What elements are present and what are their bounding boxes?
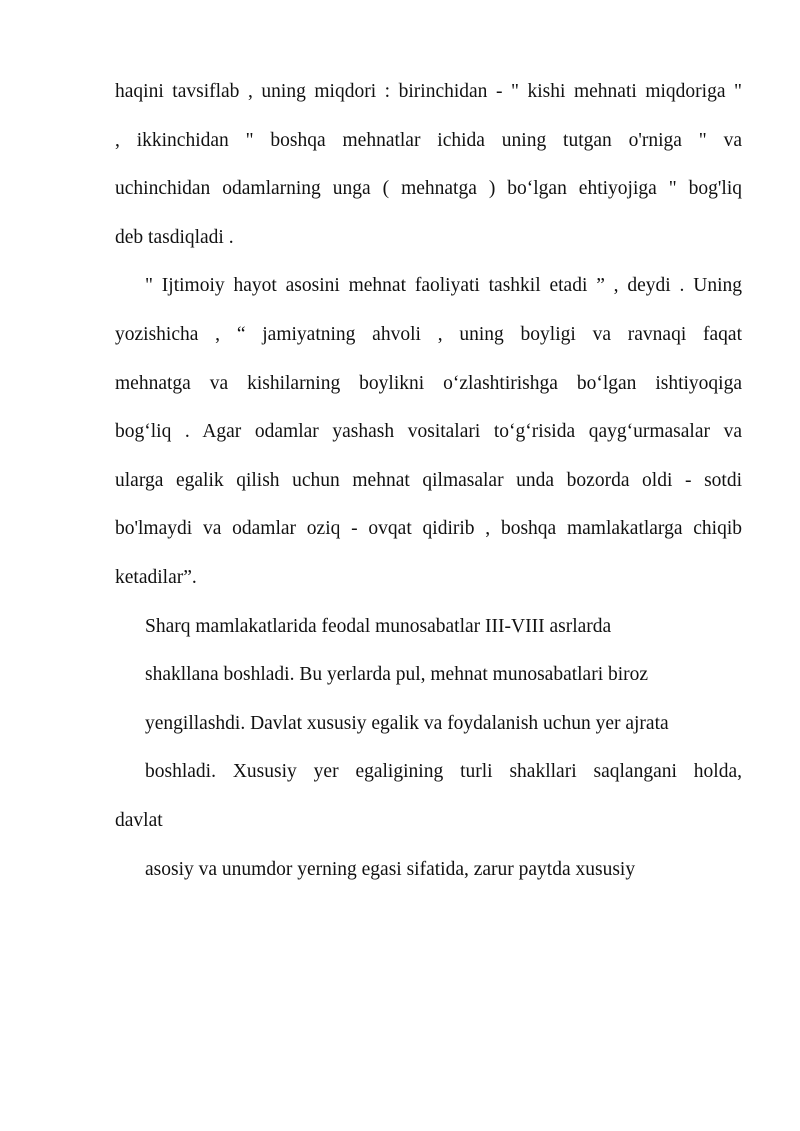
text-line: bog‘liq . Agar odamlar yashash vositalari to‘g‘risida qayg‘urmasalar va (115, 421, 742, 443)
paragraph-1 (115, 68, 742, 262)
text-line: mehnatga va kishilarning boylikni o‘zlashtirishga bo‘lgan ishtiyoqiga (115, 372, 742, 394)
text-line: deb tasdiqladi . (115, 226, 234, 248)
text-line: asosiy va unumdor yerning egasi sifatida, zarur paytda xususiy (145, 858, 636, 880)
paragraph-3 (115, 603, 742, 895)
text-line: haqini tavsiflab , uning miqdori : birinchidan - " kishi mehnati miqdoriga " (115, 81, 742, 102)
paragraph-2 (115, 262, 742, 602)
text-line: , ikkinchidan " boshqa mehnatlar ichida uning tutgan o'rniga " va (115, 129, 742, 151)
text-line: boshladi. Xususiy yer egaligining turli shakllari saqlangani holda, (145, 761, 742, 783)
text-line: yozishicha , “ jamiyatning ahvoli , uning boyligi va ravnaqi faqat (115, 323, 742, 345)
text-line: davlat (115, 809, 163, 831)
text-line: yengillashdi. Davlat xususiy egalik va foydalanish uchun yer ajrata (145, 712, 669, 734)
text-line: bo'lmaydi va odamlar oziq - ovqat qidirib , boshqa mamlakatlarga chiqib (115, 518, 742, 540)
text-line: ketadilar”. (115, 566, 197, 588)
document-page (115, 68, 742, 894)
text-line: " Ijtimoiy hayot asosini mehnat faoliyati tashkil etadi ” , deydi . Uning (145, 275, 742, 297)
text-line: ularga egalik qilish uchun mehnat qilmasalar unda bozorda oldi - sotdi (115, 469, 742, 491)
text-line: uchinchidan odamlarning unga ( mehnatga ) bo‘lgan ehtiyojiga " bog'liq (115, 178, 742, 200)
text-line: shakllana boshladi. Bu yerlarda pul, mehnat munosabatlari biroz (145, 664, 649, 686)
text-line: Sharq mamlakatlarida feodal munosabatlar III-VIII asrlarda (145, 615, 612, 637)
